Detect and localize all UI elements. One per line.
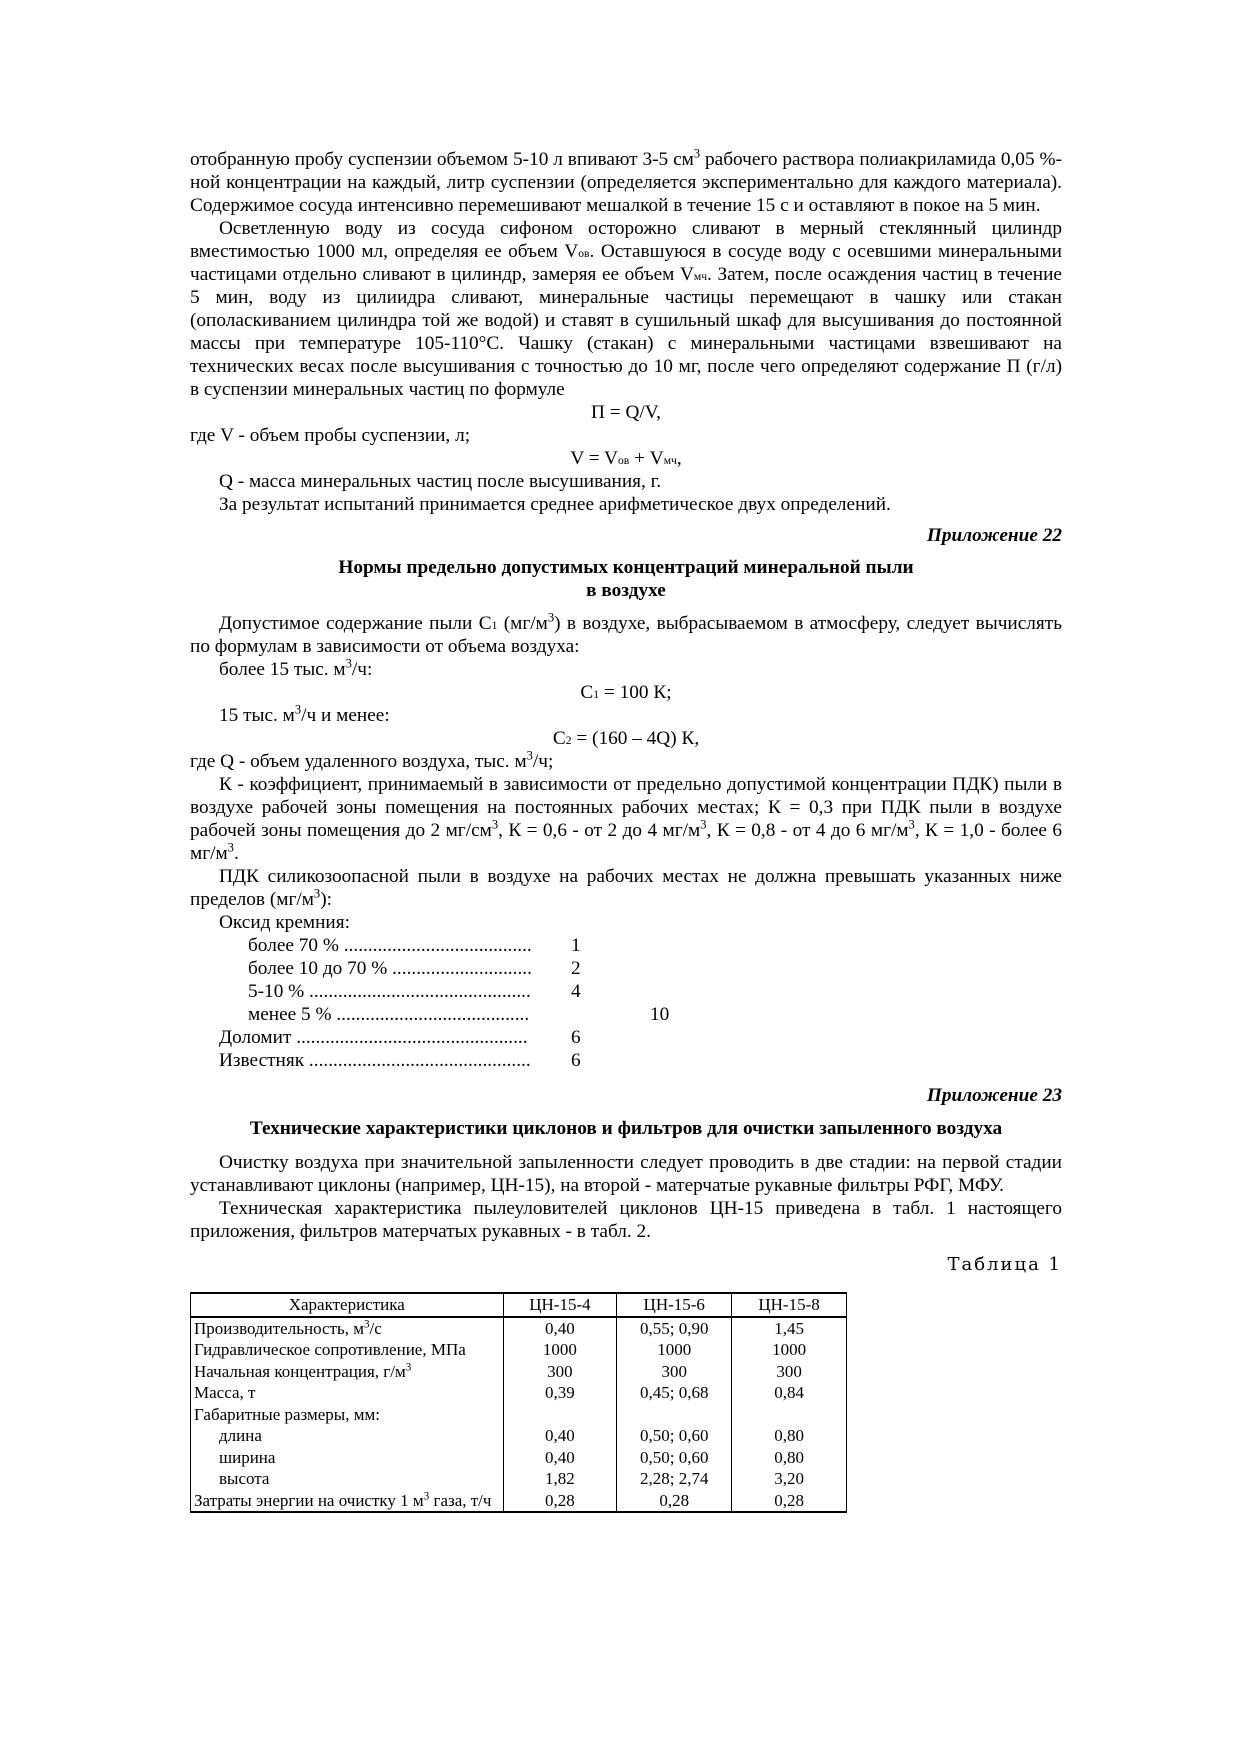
cyclone-specs-table	[190, 1292, 847, 1513]
result-line: За результат испытаний принимается среднее арифметическое двух определений.	[219, 494, 891, 515]
row-label: Масса, т	[191, 1382, 504, 1404]
table-cell: 0,45; 0,68	[617, 1382, 732, 1404]
table-row	[191, 1317, 847, 1340]
table-cell: 1,45	[732, 1317, 847, 1340]
table-row	[191, 1490, 847, 1513]
row-label: Затраты энергии на очистку 1 $м^3$ газа, т/ч	[191, 1490, 504, 1513]
table-cell: 1000	[732, 1339, 847, 1361]
paragraph-dust-content: Допустимое содержание пыли С1 $(мг/м^3)$ в воздухе, выбрасываемом в атмосферу, следует вычислять по формулам в зависимости от объема воздуха:	[190, 610, 1062, 657]
formula-c1: С1 = 100 К;	[580, 682, 672, 703]
more-15-line: более 15 тыс. $м^3/ч$:	[219, 656, 373, 680]
table-row	[191, 1404, 847, 1426]
table-cell: 0,39	[503, 1382, 617, 1404]
row-label: высота	[191, 1468, 504, 1490]
table-cell: 300	[503, 1361, 617, 1383]
column-header: ЦН-15-4	[503, 1293, 617, 1317]
paragraph-clarified-water: Осветленную воду из сосуда сифоном осторожно сливают в мерный стеклянный цилиндр вместимостью 1000 мл, определяя ее объем Vов. Оставшуюся в сосуде воду с осевшими минеральными частицами отдельно сливают в цилиндр, замеряя ее объем Vмч. Затем, после осаждения частиц в течение 5 мин, воду из цилиидра сливают, минеральные частицы перемещают в чашку или стакан (ополаскиванием цилиндра той же водой) и ставят в сушильный шкаф для высушивания до постоянной массы при температуре 105-110°С. Чашку (стакан) с минеральными частицами взвешивают на технических весах после высушивания с точностью до 10 мг, после чего определяют содержание П (г/л) в суспензии минеральных частиц по формуле	[190, 218, 1062, 400]
appendix-22-label: Приложение 22	[926, 525, 1062, 546]
table-cell: 0,80	[732, 1447, 847, 1469]
table-cell: 1000	[503, 1339, 617, 1361]
table-cell: 0,28	[503, 1490, 617, 1513]
limit-row: менее 5 % ........................................ 10	[248, 1004, 670, 1025]
limit-row-dolomite: Доломит ................................................ 6	[219, 1027, 581, 1048]
row-label: Габаритные размеры, мм:	[191, 1404, 504, 1426]
document-page	[190, 148, 1062, 1513]
table-row	[191, 1339, 847, 1361]
less-15-line: 15 тыс. $м^3/ч$ и менее:	[219, 702, 390, 726]
formula-c2: С2 = (160 – 4Q) К,	[552, 728, 700, 749]
table-row	[191, 1361, 847, 1383]
table-header-row	[191, 1293, 847, 1317]
table-cell: 1,82	[503, 1468, 617, 1490]
limit-row: более 70 % ....................................... 1	[248, 935, 581, 956]
table-cell: 2,28; 2,74	[617, 1468, 732, 1490]
table-cell: 300	[732, 1361, 847, 1383]
table-cell	[732, 1404, 847, 1426]
table-cell: 0,28	[617, 1490, 732, 1513]
table-cell: 0,50; 0,60	[617, 1425, 732, 1447]
column-header: ЦН-15-6	[617, 1293, 732, 1317]
where-q-line: где Q - объем удаленного воздуха, тыс. $м^3/ч$;	[190, 748, 554, 772]
column-header: ЦН-15-8	[732, 1293, 847, 1317]
pdk-paragraph: ПДК силикозоопасной пыли в воздухе на рабочих местах не должна превышать указанных ниже пределов $(мг/м^3)$:	[190, 866, 1062, 910]
appendix-23-label: Приложение 23	[926, 1085, 1062, 1106]
table-cell	[503, 1404, 617, 1426]
formula-v: V = Vов + Vмч,	[570, 448, 682, 469]
table-caption: Таблица 1	[947, 1254, 1062, 1275]
limit-row: 5-10 % .............................................. 4	[248, 981, 581, 1002]
table-cell: 0,80	[732, 1425, 847, 1447]
table-cell: 300	[617, 1361, 732, 1383]
limit-row: более 10 до 70 % ............................. 2	[248, 958, 581, 979]
row-label: ширина	[191, 1447, 504, 1469]
table-cell: 0,28	[732, 1490, 847, 1513]
where-v-line: где V - объем пробы суспензии, л;	[190, 425, 471, 446]
table-row	[191, 1447, 847, 1469]
limit-row-limestone: Известняк .............................................. 6	[219, 1050, 581, 1071]
column-header: Характеристика	[191, 1293, 504, 1317]
row-label: Начальная концентрация, $г/м^3$	[191, 1361, 504, 1383]
table-cell: 0,40	[503, 1447, 617, 1469]
q-line: Q - масса минеральных частиц после высушивания, г.	[219, 471, 662, 492]
appendix-23-title: Технические характеристики циклонов и фильтров для очистки запыленного воздуха	[249, 1118, 1003, 1139]
table-cell: 0,84	[732, 1382, 847, 1404]
k-coefficient-paragraph: К - коэффициент, принимаемый в зависимости от предельно допустимой концентрации ПДК) пыли в воздухе рабочей зоны помещения на постоянных рабочих местах; К = 0,3 при ПДК пыли в воздухе рабочей зоны помещения до 2 $мг/см^3$, К = 0,6 - от 2 до 4 $мг/м^3$, К = 0,8 - от 4 до 6 $мг/м^3$, К = 1,0 - более 6 $мг/м^3$.	[190, 774, 1062, 864]
table-cell: 0,40	[503, 1317, 617, 1340]
row-label: длина	[191, 1425, 504, 1447]
row-label: Гидравлическое сопротивление, МПа	[191, 1339, 504, 1361]
row-label: Производительность, $м^3/с$	[191, 1317, 504, 1340]
table-row	[191, 1382, 847, 1404]
table-cell: 0,40	[503, 1425, 617, 1447]
table-cell: 0,55; 0,90	[617, 1317, 732, 1340]
paragraph-sample: отобранную пробу суспензии объемом 5-10 л впивают 3-5 $см^3$ рабочего раствора полиакриламида 0,05 %-ной концентрации на каждый, литр суспензии (определяется экспериментально для каждого материала). Содержимое сосуда интенсивно перемешивают мешалкой в течение 15 с и оставляют в покое на 5 мин.	[190, 146, 1062, 216]
table-cell: 0,50; 0,60	[617, 1447, 732, 1469]
appendix-22-title: Нормы предельно допустимых концентраций минеральной пыли в воздухе	[338, 557, 914, 601]
table-row	[191, 1468, 847, 1490]
table-cell: 3,20	[732, 1468, 847, 1490]
formula-p: П = Q/V,	[591, 402, 661, 423]
table-cell	[617, 1404, 732, 1426]
table-row	[191, 1425, 847, 1447]
table-cell: 1000	[617, 1339, 732, 1361]
oxide-label: Оксид кремния:	[219, 912, 350, 933]
paragraph-cyclone-specs: Техническая характеристика пылеуловителей циклонов ЦН-15 приведена в табл. 1 настоящего приложения, фильтров матерчатых рукавных - в табл. 2.	[190, 1198, 1062, 1242]
paragraph-air-cleaning: Очистку воздуха при значительной запыленности следует проводить в две стадии: на первой стадии устанавливают циклоны (например, ЦН-15), на второй - матерчатые рукавные фильтры РФГ, МФУ.	[190, 1152, 1062, 1196]
